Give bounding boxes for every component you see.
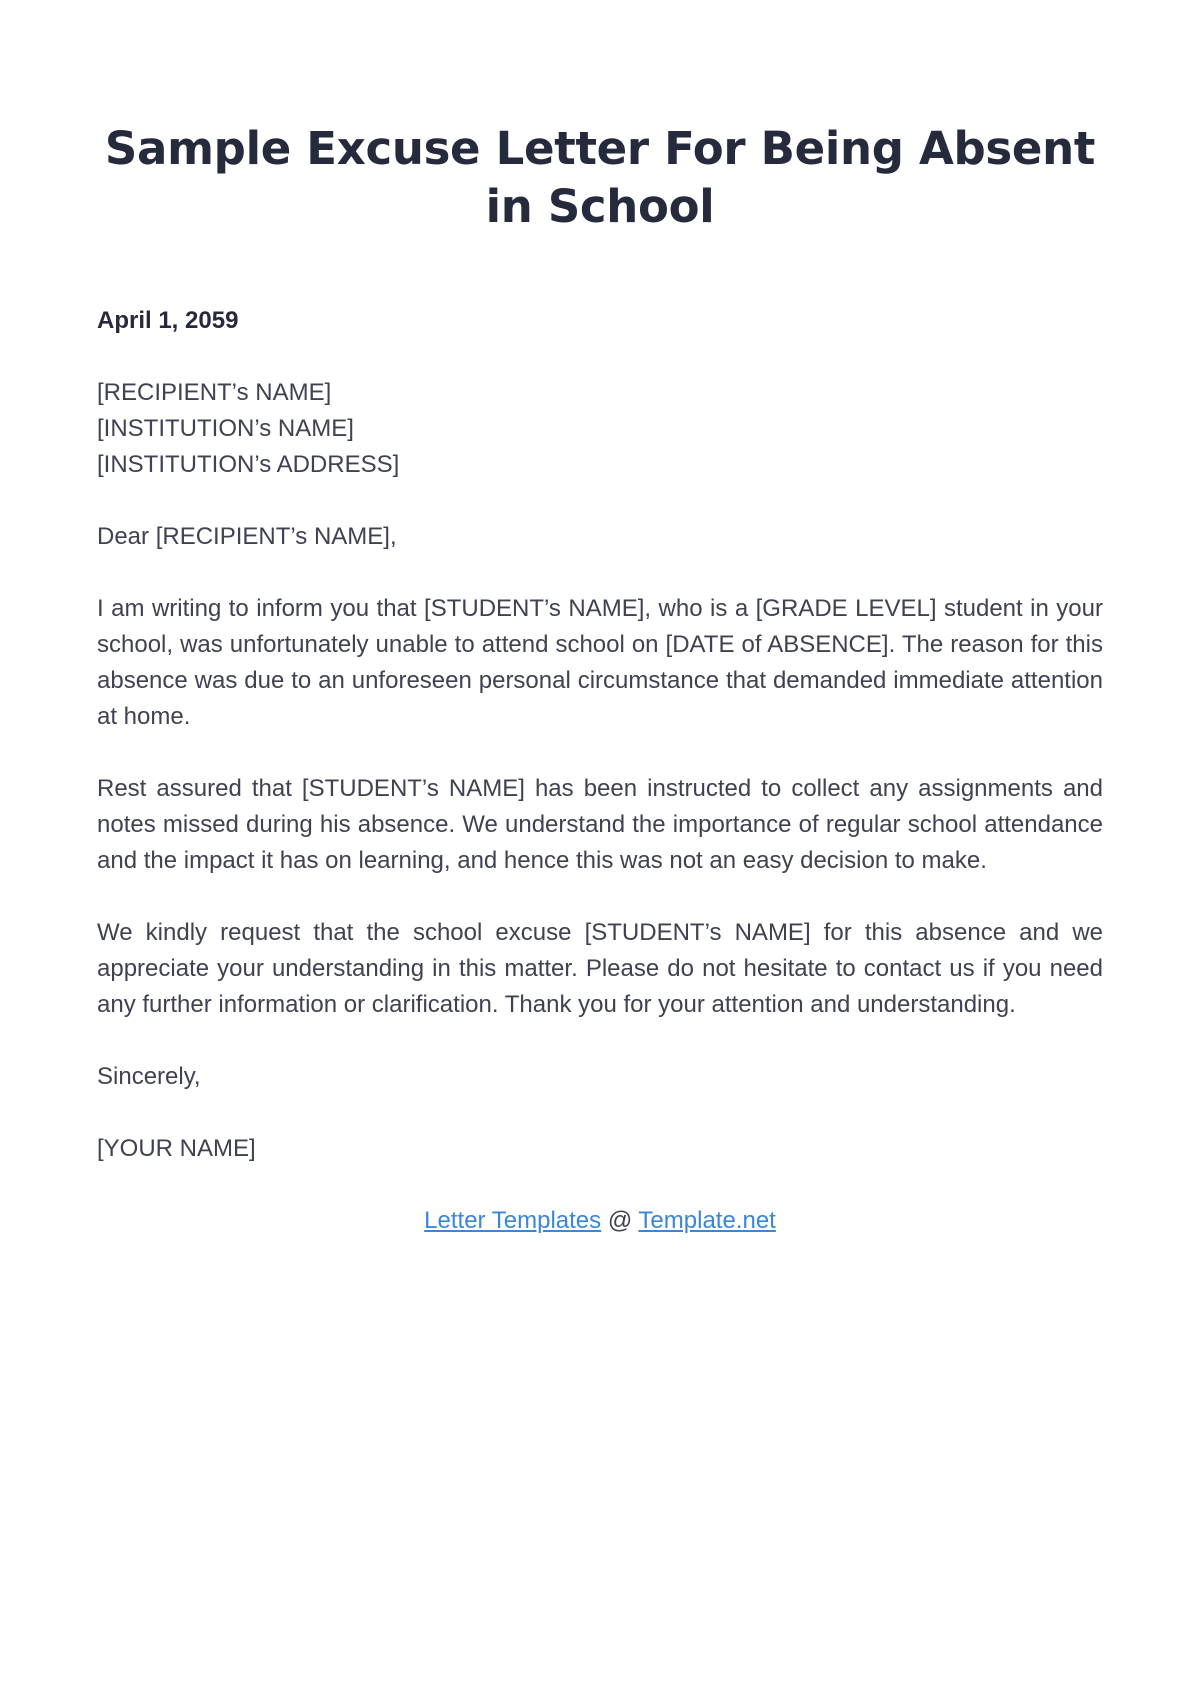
institution-name: [INSTITUTION’s NAME] (97, 415, 354, 442)
salutation: Dear [RECIPIENT’s NAME], (97, 523, 397, 550)
letter-date: April 1, 2059 (97, 307, 239, 334)
page-title: Sample Excuse Letter For Being Absent in School (104, 122, 1096, 233)
letter-page (97, 0, 1103, 1239)
signature: [YOUR NAME] (97, 1135, 256, 1162)
footer-credit (97, 1203, 1103, 1239)
footer-separator: @ (601, 1207, 639, 1234)
institution-address: [INSTITUTION’s ADDRESS] (97, 451, 400, 478)
recipient-name: [RECIPIENT’s NAME] (97, 379, 332, 406)
body-paragraph-3: We kindly request that the school excuse [STUDENT’s NAME] for this absence and we appreciate your understanding in this matter. Please do not hesitate to contact us if you need any further information or clarification. Thank you for your attention and understanding. (97, 919, 1103, 1018)
letter-templates-link[interactable]: Letter Templates (424, 1207, 602, 1234)
template-net-link[interactable]: Template.net (638, 1207, 776, 1234)
closing: Sincerely, (97, 1063, 201, 1090)
body-paragraph-2: Rest assured that [STUDENT’s NAME] has been instructed to collect any assignments and notes missed during his absence. We understand the importance of regular school attendance and the impact it has on learning, and hence this was not an easy decision to make. (97, 775, 1103, 874)
recipient-address-block (97, 375, 1103, 483)
body-paragraph-1: I am writing to inform you that [STUDENT’s NAME], who is a [GRADE LEVEL] student in your school, was unfortunately unable to attend school on [DATE of ABSENCE]. The reason for this absence was due to an unforeseen personal circumstance that demanded immediate attention at home. (97, 595, 1103, 730)
